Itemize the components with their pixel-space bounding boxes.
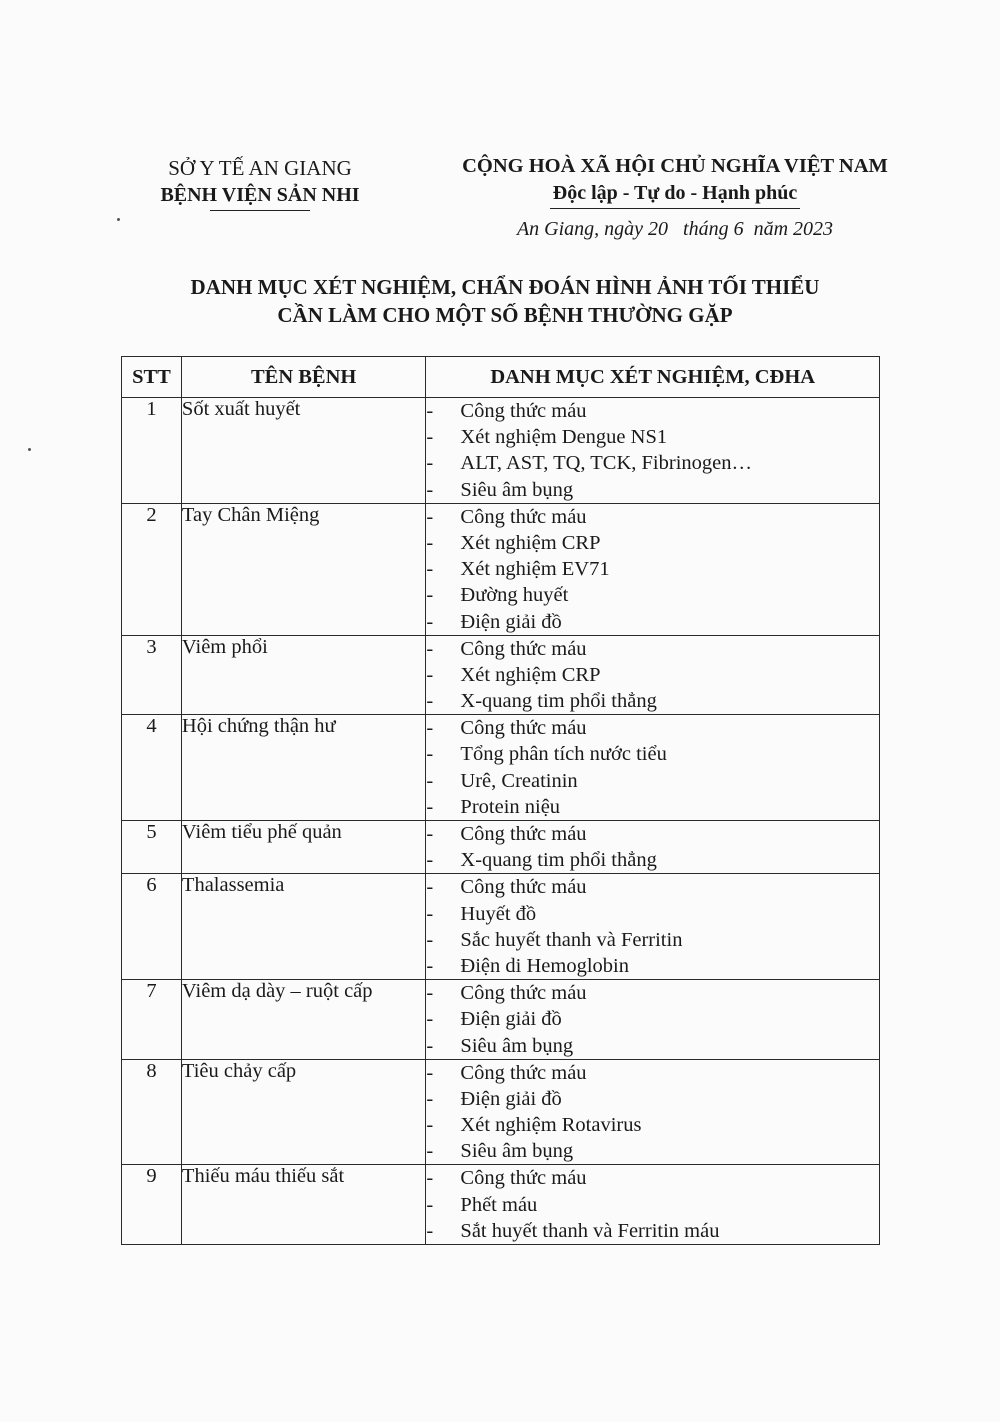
test-item bbox=[426, 1006, 879, 1032]
test-item bbox=[426, 980, 879, 1006]
table-body bbox=[122, 398, 880, 1245]
test-label: Sắt huyết thanh và Ferritin máu bbox=[460, 1219, 720, 1242]
test-item bbox=[426, 953, 879, 979]
row-number: 3 bbox=[122, 635, 182, 715]
test-label: Phết máu bbox=[460, 1193, 538, 1216]
test-list bbox=[426, 635, 880, 715]
test-item bbox=[426, 636, 879, 662]
title-line-1: DANH MỤC XÉT NGHIỆM, CHẨN ĐOÁN HÌNH ẢNH TỐI THIỂU bbox=[190, 275, 820, 299]
bullet-dash: - bbox=[426, 1114, 434, 1137]
table-row bbox=[122, 503, 880, 635]
date-line: An Giang, ngày 20 tháng 6 năm 2023 bbox=[516, 218, 834, 240]
test-list bbox=[426, 1165, 880, 1245]
department-name: SỞ Y TẾ AN GIANG bbox=[168, 156, 352, 180]
table-row bbox=[122, 821, 880, 874]
test-label: Huyết đồ bbox=[460, 902, 537, 925]
test-label: Công thức máu bbox=[460, 400, 587, 422]
disease-test-table bbox=[121, 356, 880, 1245]
test-label: Siêu âm bụng bbox=[460, 1140, 574, 1163]
test-label: Urê, Creatinin bbox=[460, 769, 578, 792]
bullet-dash: - bbox=[426, 928, 434, 951]
test-label: Công thức máu bbox=[460, 982, 587, 1005]
disease-name: Tay Chân Miệng bbox=[181, 503, 426, 635]
hospital-name: BỆNH VIỆN SẢN NHI bbox=[160, 184, 360, 206]
bullet-dash: - bbox=[426, 902, 434, 925]
test-label: Công thức máu bbox=[460, 717, 587, 740]
scan-speck bbox=[117, 218, 120, 221]
motto-underline bbox=[550, 208, 800, 209]
document-title bbox=[100, 273, 910, 329]
scan-speck bbox=[28, 448, 31, 451]
bullet-dash: - bbox=[426, 954, 434, 977]
bullet-dash: - bbox=[426, 849, 434, 872]
test-label: Xét nghiệm CRP bbox=[460, 663, 601, 686]
bullet-dash: - bbox=[426, 1061, 434, 1084]
bullet-dash: - bbox=[426, 769, 434, 792]
disease-name: Tiêu chảy cấp bbox=[181, 1059, 426, 1165]
test-item bbox=[426, 1138, 879, 1164]
test-list bbox=[426, 715, 880, 821]
test-item bbox=[426, 1192, 879, 1218]
test-item bbox=[426, 398, 879, 424]
bullet-dash: - bbox=[426, 584, 434, 607]
test-item bbox=[426, 556, 879, 582]
test-label: Protein niệu bbox=[460, 795, 561, 818]
bullet-dash: - bbox=[426, 558, 434, 581]
test-item bbox=[426, 662, 879, 688]
bullet-dash: - bbox=[426, 1193, 434, 1216]
test-label: Siêu âm bụng bbox=[460, 478, 574, 501]
bullet-dash: - bbox=[426, 1008, 434, 1031]
test-item bbox=[426, 1165, 879, 1191]
test-item bbox=[426, 715, 879, 741]
bullet-dash: - bbox=[426, 452, 434, 475]
disease-name: Hội chứng thận hư bbox=[181, 715, 426, 821]
issuer-underline bbox=[210, 210, 310, 211]
test-item bbox=[426, 424, 879, 450]
test-label: Công thức máu bbox=[460, 1061, 587, 1084]
bullet-dash: - bbox=[426, 717, 434, 740]
bullet-dash: - bbox=[426, 876, 434, 899]
row-number: 8 bbox=[122, 1059, 182, 1165]
row-number: 1 bbox=[122, 398, 182, 504]
test-item bbox=[426, 874, 879, 900]
disease-name: Viêm phổi bbox=[181, 635, 426, 715]
bullet-dash: - bbox=[426, 426, 434, 449]
test-item bbox=[426, 1218, 879, 1244]
test-label: Công thức máu bbox=[460, 637, 587, 660]
table-row bbox=[122, 635, 880, 715]
bullet-dash: - bbox=[426, 400, 434, 422]
test-item bbox=[426, 1033, 879, 1059]
bullet-dash: - bbox=[426, 823, 434, 845]
test-list bbox=[426, 874, 880, 980]
test-item bbox=[426, 582, 879, 608]
bullet-dash: - bbox=[426, 505, 434, 528]
test-list bbox=[426, 1059, 880, 1165]
test-item bbox=[426, 927, 879, 953]
table-row bbox=[122, 1059, 880, 1165]
test-item bbox=[426, 609, 879, 635]
bullet-dash: - bbox=[426, 1140, 434, 1163]
bullet-dash: - bbox=[426, 1087, 434, 1110]
test-label: X-quang tim phổi thẳng bbox=[460, 690, 657, 713]
test-item bbox=[426, 847, 879, 873]
test-item bbox=[426, 821, 879, 847]
test-item bbox=[426, 1112, 879, 1138]
bullet-dash: - bbox=[426, 1034, 434, 1057]
test-item bbox=[426, 450, 879, 476]
national-header bbox=[445, 152, 905, 209]
test-label: Siêu âm bụng bbox=[460, 1034, 574, 1057]
test-item bbox=[426, 901, 879, 927]
test-label: Xét nghiệm Rotavirus bbox=[460, 1114, 642, 1137]
test-label: Điện giải đồ bbox=[460, 610, 562, 633]
national-motto: Độc lập - Tự do - Hạnh phúc bbox=[552, 182, 798, 204]
disease-name: Sốt xuất huyết bbox=[181, 398, 426, 504]
bullet-dash: - bbox=[426, 663, 434, 686]
test-label: Xét nghiệm EV71 bbox=[460, 558, 610, 581]
disease-name: Thiếu máu thiếu sắt bbox=[181, 1165, 426, 1245]
issuer-block bbox=[130, 155, 390, 211]
test-label: Xét nghiệm CRP bbox=[460, 531, 601, 554]
test-label: Đường huyết bbox=[460, 584, 569, 607]
test-item bbox=[426, 504, 879, 530]
title-line-2: CẦN LÀM CHO MỘT SỐ BỆNH THƯỜNG GẶP bbox=[277, 303, 733, 327]
test-item bbox=[426, 741, 879, 767]
test-label: X-quang tim phổi thẳng bbox=[460, 849, 657, 872]
header-stt: STT bbox=[122, 357, 182, 398]
test-label: Công thức máu bbox=[460, 1167, 587, 1190]
nation-name: CỘNG HOÀ XÃ HỘI CHỦ NGHĨA VIỆT NAM bbox=[462, 155, 888, 177]
test-label: Xét nghiệm Dengue NS1 bbox=[460, 426, 668, 449]
test-label: Điện di Hemoglobin bbox=[460, 954, 629, 977]
test-label: Điện giải đồ bbox=[460, 1008, 562, 1031]
test-item bbox=[426, 1086, 879, 1112]
test-label: Công thức máu bbox=[460, 876, 587, 899]
row-number: 5 bbox=[122, 821, 182, 874]
table-row bbox=[122, 874, 880, 980]
test-label: Công thức máu bbox=[460, 823, 587, 845]
test-item bbox=[426, 477, 879, 503]
test-label: Công thức máu bbox=[460, 505, 587, 528]
test-item bbox=[426, 794, 879, 820]
test-item bbox=[426, 768, 879, 794]
test-label: Điện giải đồ bbox=[460, 1087, 562, 1110]
row-number: 9 bbox=[122, 1165, 182, 1245]
table-row bbox=[122, 1165, 880, 1245]
table-header-row bbox=[122, 357, 880, 398]
test-label: Tổng phân tích nước tiểu bbox=[460, 743, 667, 766]
bullet-dash: - bbox=[426, 690, 434, 713]
bullet-dash: - bbox=[426, 1219, 434, 1242]
row-number: 4 bbox=[122, 715, 182, 821]
test-item bbox=[426, 530, 879, 556]
test-list bbox=[426, 980, 880, 1060]
header-tests: DANH MỤC XÉT NGHIỆM, CĐHA bbox=[426, 357, 880, 398]
test-label: ALT, AST, TQ, TCK, Fibrinogen… bbox=[460, 452, 752, 475]
test-label: Sắc huyết thanh và Ferritin bbox=[460, 928, 683, 951]
bullet-dash: - bbox=[426, 637, 434, 660]
bullet-dash: - bbox=[426, 1167, 434, 1190]
table-row bbox=[122, 715, 880, 821]
test-item bbox=[426, 688, 879, 714]
bullet-dash: - bbox=[426, 478, 434, 501]
bullet-dash: - bbox=[426, 610, 434, 633]
header-disease: TÊN BỆNH bbox=[181, 357, 426, 398]
bullet-dash: - bbox=[426, 795, 434, 818]
row-number: 2 bbox=[122, 503, 182, 635]
test-list bbox=[426, 398, 880, 504]
table-row bbox=[122, 398, 880, 504]
test-item bbox=[426, 1060, 879, 1086]
row-number: 6 bbox=[122, 874, 182, 980]
test-list bbox=[426, 821, 880, 874]
row-number: 7 bbox=[122, 980, 182, 1060]
disease-name: Viêm tiểu phế quản bbox=[181, 821, 426, 874]
bullet-dash: - bbox=[426, 982, 434, 1005]
disease-name: Thalassemia bbox=[181, 874, 426, 980]
disease-name: Viêm dạ dày – ruột cấp bbox=[181, 980, 426, 1060]
table-row bbox=[122, 980, 880, 1060]
bullet-dash: - bbox=[426, 531, 434, 554]
test-list bbox=[426, 503, 880, 635]
bullet-dash: - bbox=[426, 743, 434, 766]
